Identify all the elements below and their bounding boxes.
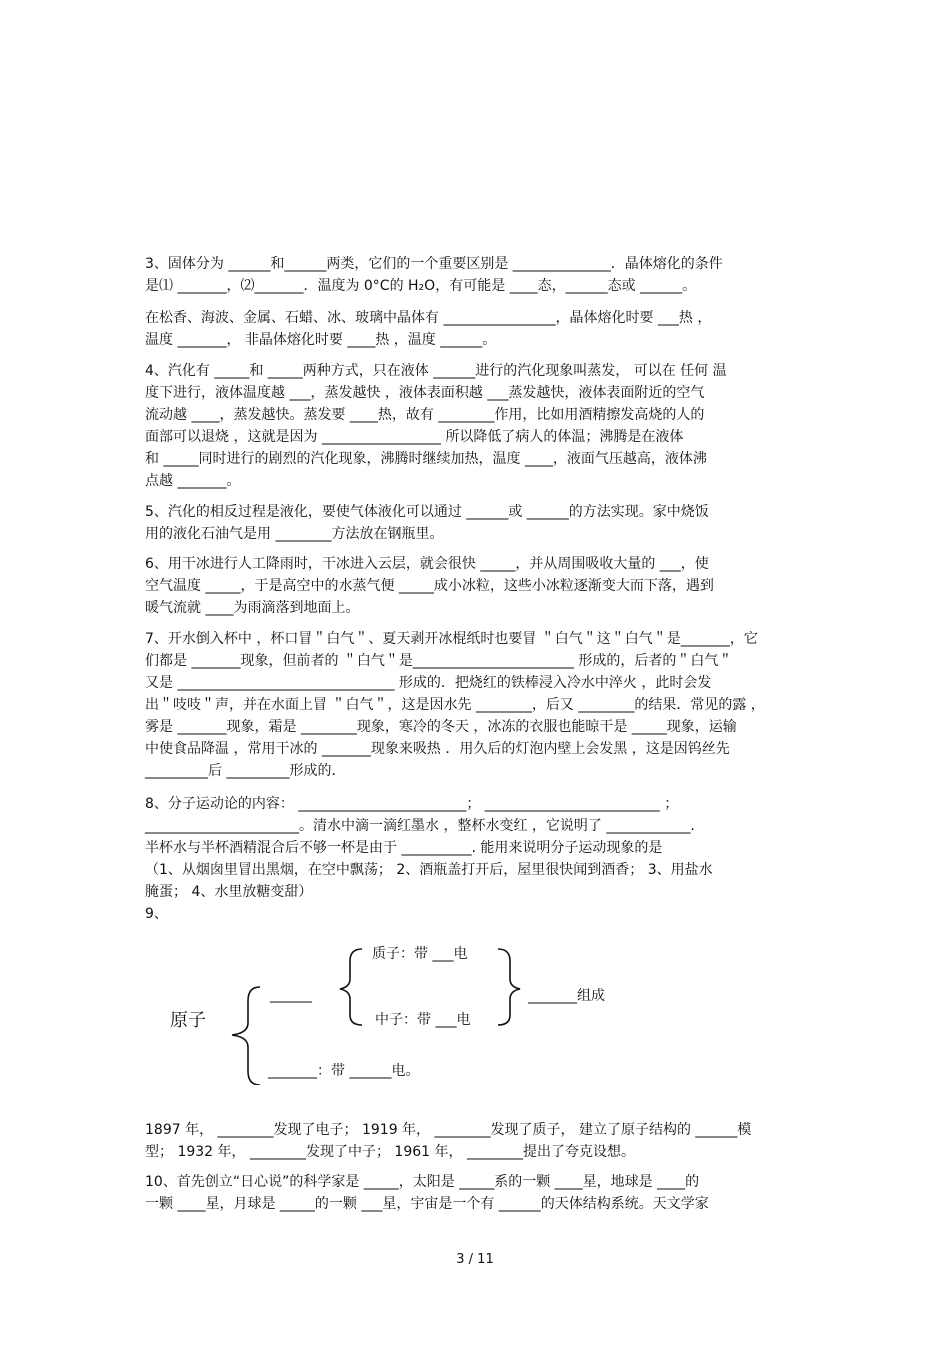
history-line-1: 1897 年， ________发现了电子； 1919 年， ________发现了质子， 建立了原子结构的 ______模: [145, 1122, 752, 1138]
atom-label: 原子: [170, 1010, 206, 1031]
q8-line-5: 腌蛋； 4、水里放糖变甜）: [145, 884, 313, 900]
q4-line-6: 点越 _______。: [145, 473, 241, 489]
q9-number: 9、: [145, 906, 168, 922]
q6-line-1: 6、用干冰进行人工降雨时，干冰进入云层，就会很快 _____，并从周围吸收大量的 ___，使: [145, 556, 709, 572]
page-number: 3 / 11: [456, 1252, 494, 1267]
q7-line-6: 中使食品降温 ，常用干冰的 _______现象来吸热 ．用久后的灯泡内壁上会发黑 ，这是因钨丝先: [145, 741, 730, 757]
q8-line-3: 半杯水与半杯酒精混合后不够一杯是由于 __________. 能用来说明分子运动现象的是: [145, 840, 663, 856]
q7-line-1: 7、开水倒入杯中 ，杯口冒＂白气＂、夏天剥开冰棍纸时也要冒 ＂白气＂这＂白气＂是_______，它: [145, 631, 758, 647]
q4-line-3: 流动越 ____，蒸发越快。蒸发要 ____热，故有 ________作用，比如用酒精擦发高烧的人的: [145, 407, 705, 423]
electron-label: _______：带 ______电。: [268, 1063, 420, 1079]
composition-label: _______组成: [528, 988, 605, 1004]
q7-line-2: 们都是 _______现象，但前者的 ＂白气＂是_______________________ 形成的，后者的＂白气＂: [145, 653, 733, 669]
q5-line-1: 5、汽化的相反过程是液化，要使气体液化可以通过 ______或 ______的方法实现。家中烧饭: [145, 504, 709, 520]
q8-line-2: ______________________。清水中滴一滴红墨水 ，整杯水变红 ，它说明了 ____________.: [145, 818, 695, 834]
atom-structure-diagram: [160, 935, 660, 1085]
q8-line-4: （1、从烟囱里冒出黑烟，在空中飘荡； 2、酒瓶盖打开后，屋里很快闻到酒香； 3、用盐水: [145, 862, 713, 878]
proton-label: 质子：带 ___电: [372, 946, 468, 962]
q3-line-4: 温度 _______， 非晶体熔化时要 ____热 ，温度 ______。: [145, 332, 497, 348]
neutron-label: 中子：带 ___电: [375, 1012, 471, 1028]
nucleus-blank: ______: [270, 987, 312, 1003]
q4-line-5: 和 _____同时进行的剧烈的汽化现象，沸腾时继续加热，温度 ____，液面气压越高，液体沸: [145, 451, 707, 467]
q3-line-3: 在松香、海波、金属、石蜡、冰、玻璃中晶体有 ________________，晶体熔化时要 ___热 ，: [145, 310, 712, 326]
q4-line-4: 面部可以退烧 ，这就是因为 _________________ 所以降低了病人的体温；沸腾是在液体: [145, 429, 684, 445]
q3-line-1: 3、固体分为 ______和______两类，它们的一个重要区别是 ______________．晶体熔化的条件: [145, 256, 723, 272]
q3-line-2: 是⑴ _______，⑵_______．温度为 0°C的 H₂O，有可能是 ____态，______态或 ______。: [145, 278, 697, 294]
q7-line-4: 出＂吱吱＂声，并在水面上冒 ＂白气＂，这是因水先 ________，后又 ________的结果．常见的露 ，: [145, 697, 765, 713]
q4-line-1: 4、汽化有 _____和 _____两种方式，只在液体 ______进行的汽化现象叫蒸发， 可以在 任何 温: [145, 363, 727, 379]
q10-line-1: 10、首先创立“日心说”的科学家是 _____，太阳是 _____系的一颗 ____星，地球是 ____的: [145, 1174, 700, 1190]
q7-line-3: 又是 _______________________________ 形成的．把烧红的铁棒浸入冷水中淬火 ，此时会发: [145, 675, 712, 691]
q5-line-2: 用的液化石油气是用 ________方法放在钢瓶里。: [145, 526, 444, 542]
q4-line-2: 度下进行，液体温度越 ___，蒸发越快 ，液体表面积越 ___蒸发越快，液体表面附近的空气: [145, 385, 705, 401]
q7-line-5: 雾是 _______现象，霜是 ________现象，寒冷的冬天 ，冰冻的衣服也能晾干是 _____现象，运输: [145, 719, 737, 735]
q10-line-2: 一颗 ____星，月球是 _____的一颗 ___星，宇宙是一个有 ______的天体结构系统。天文学家: [145, 1196, 709, 1212]
q6-line-3: 暖气流就 ____为雨滴落到地面上。: [145, 600, 360, 616]
history-line-2: 型； 1932 年， ________发现了中子； 1961 年， ________提出了夸克设想。: [145, 1144, 635, 1160]
q7-line-7: _________后 _________形成的．: [145, 763, 346, 779]
q6-line-2: 空气温度 _____，于是高空中的水蒸气便 _____成小冰粒，这些小冰粒逐渐变大而下落，遇到: [145, 578, 714, 594]
q8-line-1: 8、分子运动论的内容： ________________________； _________________________ ；: [145, 796, 679, 812]
